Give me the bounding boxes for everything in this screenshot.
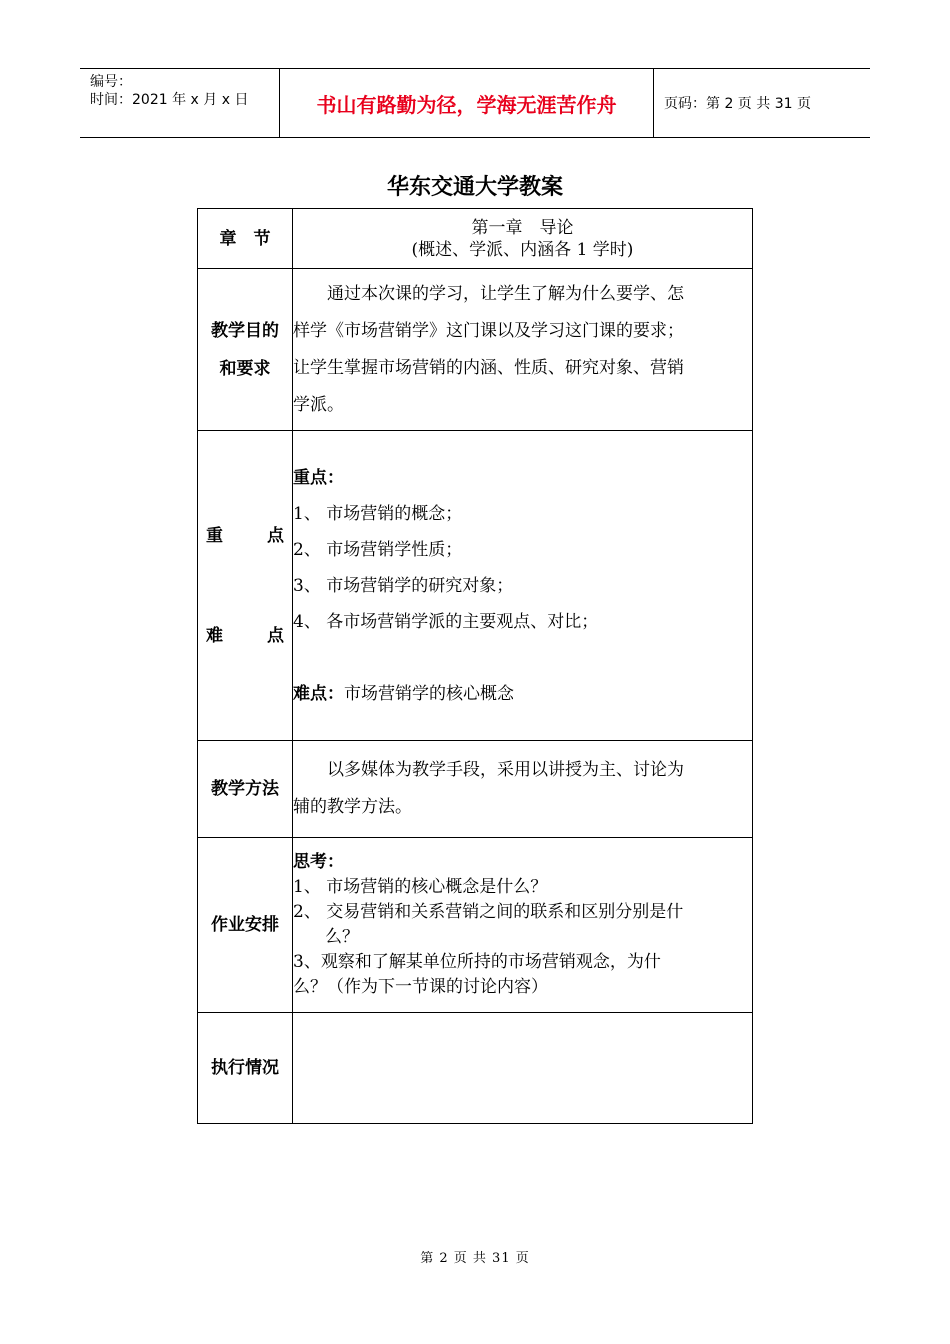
homework-cell	[293, 838, 753, 1013]
key-item: 4、 各市场营销学派的主要观点、对比；	[293, 611, 599, 632]
difficulty-line	[293, 676, 752, 712]
goals-line: 通过本次课的学习，让学生了解为什么要学、怎	[327, 283, 684, 304]
key-item: 1、 市场营销的概念；	[293, 503, 463, 524]
homework-row	[198, 838, 753, 1013]
page-header	[80, 68, 870, 138]
goals-cell	[293, 269, 753, 431]
homework-item: 3、观察和了解某单位所持的市场营销观念，为什	[293, 952, 661, 972]
method-cell	[293, 741, 753, 838]
key-item: 2、 市场营销学性质；	[293, 539, 463, 560]
document-number-label: 编号：	[90, 74, 132, 90]
key-points-row	[198, 431, 753, 741]
homework-item: 1、 市场营销的核心概念是什么？	[293, 877, 548, 897]
homework-item-cont: 么？（作为下一节课的讨论内容）	[293, 977, 548, 997]
homework-heading: 思考：	[293, 852, 344, 872]
goals-row	[198, 269, 753, 431]
difficulty-text: 市场营销学的核心概念	[344, 683, 514, 704]
chapter-title: 第一章 导论	[471, 217, 574, 238]
method-line: 辅的教学方法。	[293, 797, 412, 817]
header-motto: 书山有路勤为径，学海无涯苦作舟	[280, 69, 654, 137]
homework-label: 作业安排	[198, 838, 293, 1013]
execution-row	[198, 1013, 753, 1124]
homework-item-cont: 么？	[325, 927, 359, 947]
goals-line: 样学《市场营销学》这门课以及学习这门课的要求；	[293, 320, 684, 341]
difficulty-label: 难 点	[206, 625, 284, 646]
goals-label-line2: 和要求	[219, 358, 271, 379]
lesson-plan-table	[197, 208, 753, 1124]
header-page-info: 页码：第 2 页 共 31 页	[664, 96, 811, 112]
goals-label-line1: 教学目的	[211, 320, 279, 341]
method-line: 以多媒体为教学手段，采用以讲授为主、讨论为	[327, 760, 684, 780]
execution-cell	[293, 1013, 753, 1124]
method-label: 教学方法	[198, 741, 293, 838]
chapter-row	[198, 209, 753, 269]
key-heading: 重点：	[293, 467, 344, 488]
document-time: 时间：2021 年 x 月 x 日	[90, 92, 249, 108]
difficulty-heading: 难点：	[293, 683, 344, 704]
method-row	[198, 741, 753, 838]
goals-line: 学派。	[293, 394, 344, 415]
key-item: 3、 市场营销学的研究对象；	[293, 575, 514, 596]
key-label: 重 点	[206, 525, 284, 546]
chapter-cell	[293, 209, 753, 269]
page-footer: 第 2 页 共 31 页	[420, 1251, 530, 1266]
document-title: 华东交通大学教案	[386, 175, 563, 200]
chapter-hours: (概述、学派、内涵各 1 学时)	[411, 239, 634, 260]
header-meta	[80, 69, 280, 137]
goals-line: 让学生掌握市场营销的内涵、性质、研究对象、营销	[293, 357, 684, 378]
homework-item: 2、 交易营销和关系营销之间的联系和区别分别是什	[293, 902, 684, 922]
chapter-label: 章 节	[198, 209, 293, 269]
execution-label: 执行情况	[198, 1013, 293, 1124]
key-points-cell	[293, 431, 753, 741]
key-points-label	[198, 431, 293, 741]
goals-label	[198, 269, 293, 431]
